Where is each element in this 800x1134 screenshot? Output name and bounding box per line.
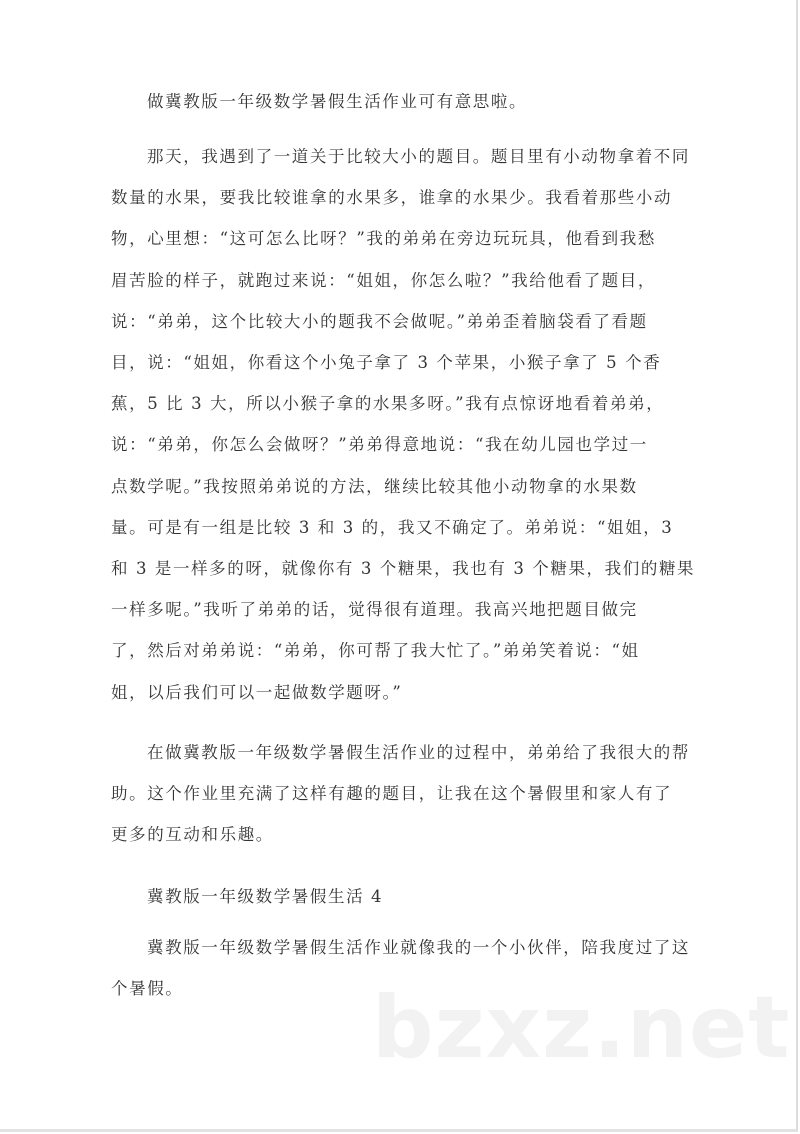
paragraph-line: 助。这个作业里充满了这样有趣的题目，让我在这个暑假里和家人有了 xyxy=(111,784,673,804)
watermark: bzxz.net xyxy=(372,978,791,1078)
paragraph-line: 做冀教版一年级数学暑假生活作业可有意思啦。 xyxy=(147,92,528,111)
paragraph-line: 姐，以后我们可以一起做数学题呀。” xyxy=(111,682,403,702)
paragraph-line: 说：“弟弟，这个比较大小的题我不会做呢。”弟弟歪着脑袋看了看题 xyxy=(111,311,648,331)
paragraph-line: 物，心里想：“这可怎么比呀？”我的弟弟在旁边玩玩具，他看到我愁 xyxy=(111,229,656,249)
paragraph-line: 了，然后对弟弟说：“弟弟，你可帮了我大忙了。”弟弟笑着说：“姐 xyxy=(111,641,640,661)
paragraph-line: 蕉，5 比 3 大，所以小猴子拿的水果多呀。”我有点惊讶地看着弟弟， xyxy=(111,394,665,414)
section-heading: 冀教版一年级数学暑假生活 4 xyxy=(147,887,384,906)
paragraph-line: 数量的水果，要我比较谁拿的水果多，谁拿的水果少。我看着那些小动 xyxy=(111,188,673,208)
paragraph-line: 说：“弟弟，你怎么会做呀？”弟弟得意地说：“我在幼儿园也学过一 xyxy=(111,435,648,455)
paragraph-line: 那天，我遇到了一道关于比较大小的题目。题目里有小动物拿着不同 xyxy=(147,147,690,166)
paragraph-line: 眉苦脸的样子，就跑过来说：“姐姐，你怎么啦？”我给他看了题目， xyxy=(111,270,656,290)
paragraph-line: 在做冀教版一年级数学暑假生活作业的过程中，弟弟给了我很大的帮 xyxy=(147,743,690,762)
paragraph-line: 一样多呢。”我听了弟弟的话，觉得很有道理。我高兴地把题目做完 xyxy=(111,600,638,620)
paragraph-line: 和 3 是一样多的呀，就像你有 3 个糖果，我也有 3 个糖果，我们的糖果 xyxy=(111,559,696,578)
paragraph-line: 冀教版一年级数学暑假生活作业就像我的一个小伙伴，陪我度过了这 xyxy=(147,938,690,957)
paragraph-line: 个暑假。 xyxy=(111,979,184,999)
paragraph-line: 点数学呢。”我按照弟弟说的方法，继续比较其他小动物拿的水果数 xyxy=(111,476,638,496)
paragraph-line: 目，说：“姐姐，你看这个小兔子拿了 3 个苹果，小猴子拿了 5 个香 xyxy=(111,353,662,372)
paragraph-line: 更多的互动和乐趣。 xyxy=(111,825,274,845)
paragraph-line: 量。可是有一组是比较 3 和 3 的，我又不确定了。弟弟说：“姐姐，3 xyxy=(111,517,674,537)
